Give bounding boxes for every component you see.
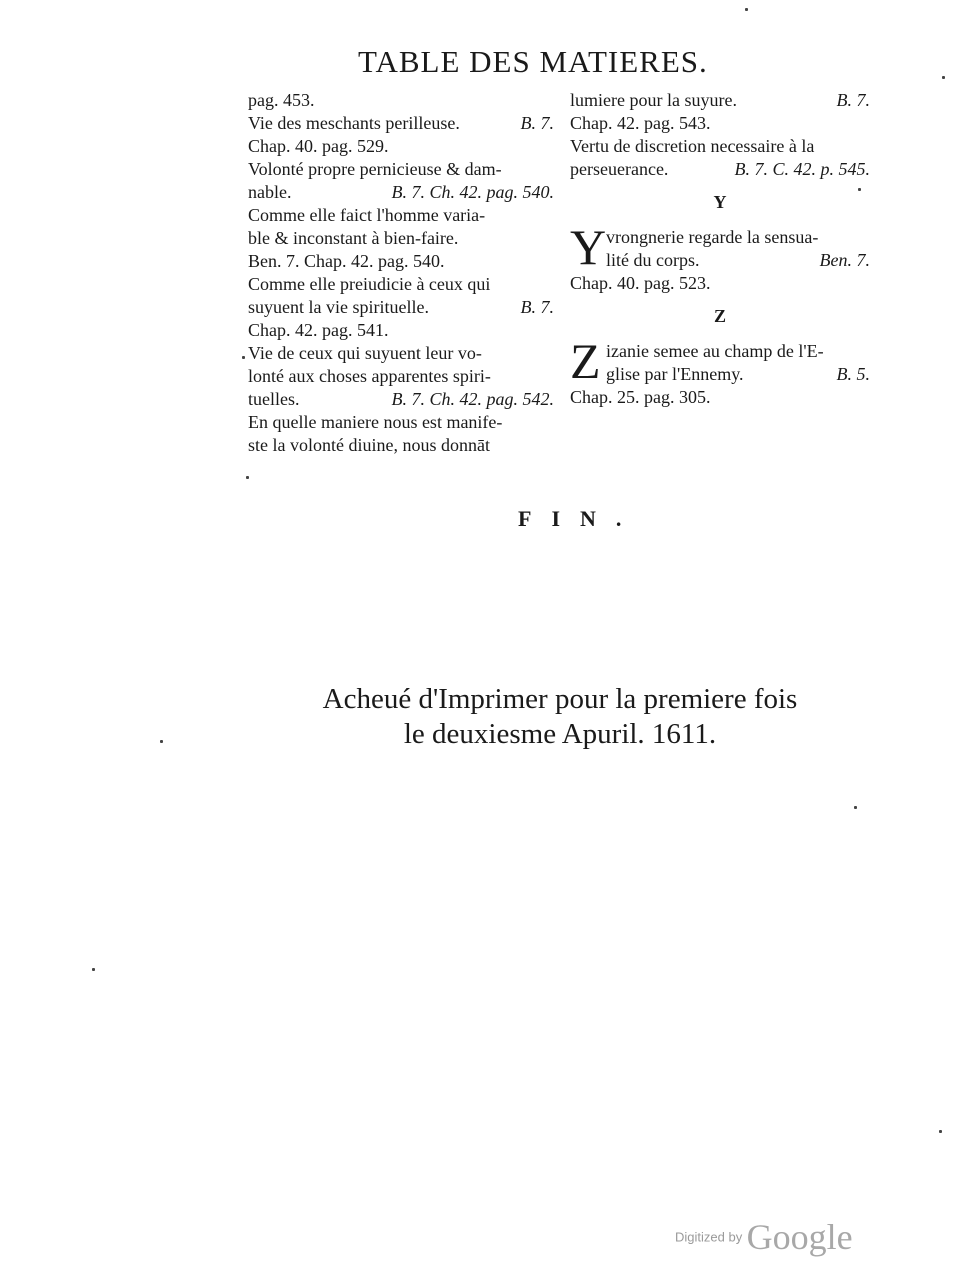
scan-speck <box>242 356 245 359</box>
index-text: Chap. 40. pag. 523. <box>570 273 711 293</box>
index-line <box>248 411 554 434</box>
index-column-left <box>248 89 554 457</box>
index-line <box>570 135 870 158</box>
index-text: Ben. 7. Chap. 42. pag. 540. <box>248 251 445 271</box>
index-column-right <box>570 89 870 409</box>
index-line <box>248 204 554 227</box>
scan-speck <box>854 806 857 809</box>
index-text: pag. 453. <box>248 90 315 110</box>
colophon <box>260 682 860 752</box>
index-text: ble & inconstant à bien-faire. <box>248 228 459 248</box>
index-line <box>248 135 554 158</box>
index-ref: B. 7. <box>520 113 554 133</box>
index-ref: Ben. 7. <box>819 250 870 270</box>
index-text: Vertu de discretion necessaire à la <box>570 136 815 156</box>
watermark-brand: Google <box>746 1217 853 1257</box>
index-text: En quelle maniere nous est manife- <box>248 412 503 432</box>
index-line <box>248 296 554 319</box>
index-ref: B. 7. C. 42. p. 545. <box>734 159 870 179</box>
index-text: izanie semee au champ de l'E- <box>606 341 824 361</box>
index-text: Chap. 25. pag. 305. <box>570 387 711 407</box>
index-text: vrongnerie regarde la sensua- <box>606 227 819 247</box>
index-text: lité du corps. <box>606 250 700 270</box>
index-text: Comme elle faict l'homme varia- <box>248 205 486 225</box>
index-line <box>248 158 554 181</box>
entry-z <box>570 333 870 409</box>
index-ref: B. 5. <box>836 364 870 384</box>
index-text: Chap. 40. pag. 529. <box>248 136 389 156</box>
index-line <box>570 272 870 295</box>
index-line <box>570 340 870 363</box>
scan-speck <box>942 76 945 79</box>
index-line <box>248 250 554 273</box>
index-text: Comme elle preiudicie à ceux qui <box>248 274 491 294</box>
scan-speck <box>939 1130 942 1133</box>
index-line <box>248 89 554 112</box>
index-line <box>248 181 554 204</box>
index-text: suyuent la vie spirituelle. <box>248 297 429 317</box>
colophon-line-1: Acheué d'Imprimer pour la premiere fois <box>322 683 798 715</box>
dropcap-y: Y <box>570 219 607 275</box>
index-text: Vie des meschants perilleuse. <box>248 113 460 133</box>
index-text: Chap. 42. pag. 543. <box>570 113 711 133</box>
colophon-line-2: le deuxiesme Apuril. 1611. <box>403 718 717 750</box>
index-text: nable. <box>248 182 292 202</box>
index-text: lonté aux choses apparentes spiri- <box>248 366 491 386</box>
index-line <box>248 434 554 457</box>
scan-speck <box>246 476 249 479</box>
index-ref: B. 7. Ch. 42. pag. 540. <box>391 182 554 202</box>
index-line <box>570 226 870 249</box>
scan-speck <box>160 740 163 743</box>
fin-heading: FIN. <box>518 506 642 531</box>
index-text: ste la volonté diuine, nous donnāt <box>248 435 490 455</box>
index-line <box>248 319 554 342</box>
index-text: tuelles. <box>248 389 300 409</box>
index-line <box>248 365 554 388</box>
index-line <box>248 342 554 365</box>
index-line <box>248 388 554 411</box>
watermark-prefix: Digitized by <box>675 1229 743 1245</box>
index-line <box>570 363 870 386</box>
index-line <box>248 227 554 250</box>
index-text: Chap. 42. pag. 541. <box>248 320 389 340</box>
index-line <box>570 158 870 181</box>
page-title: TABLE DES MATIERES. <box>358 44 708 79</box>
index-text: lumiere pour la suyure. <box>570 90 737 110</box>
section-letter-y: Y <box>713 192 727 212</box>
scan-speck <box>745 8 748 11</box>
dropcap-z: Z <box>570 333 601 389</box>
index-line <box>570 89 870 112</box>
index-line <box>570 112 870 135</box>
index-line <box>248 273 554 296</box>
index-line <box>570 249 870 272</box>
entry-y <box>570 219 870 295</box>
index-text: Volonté propre pernicieuse & dam- <box>248 159 502 179</box>
scan-speck <box>858 188 861 191</box>
index-text: glise par l'Ennemy. <box>606 364 744 384</box>
index-ref: B. 7. <box>836 90 870 110</box>
digitization-watermark <box>675 1216 853 1258</box>
index-line <box>570 386 870 409</box>
index-ref: B. 7. <box>520 297 554 317</box>
index-ref: B. 7. Ch. 42. pag. 542. <box>391 389 554 409</box>
scan-speck <box>92 968 95 971</box>
index-text: Vie de ceux qui suyuent leur vo- <box>248 343 482 363</box>
index-text: perseuerance. <box>570 159 669 179</box>
section-letter-z: Z <box>713 306 726 326</box>
index-line <box>248 112 554 135</box>
